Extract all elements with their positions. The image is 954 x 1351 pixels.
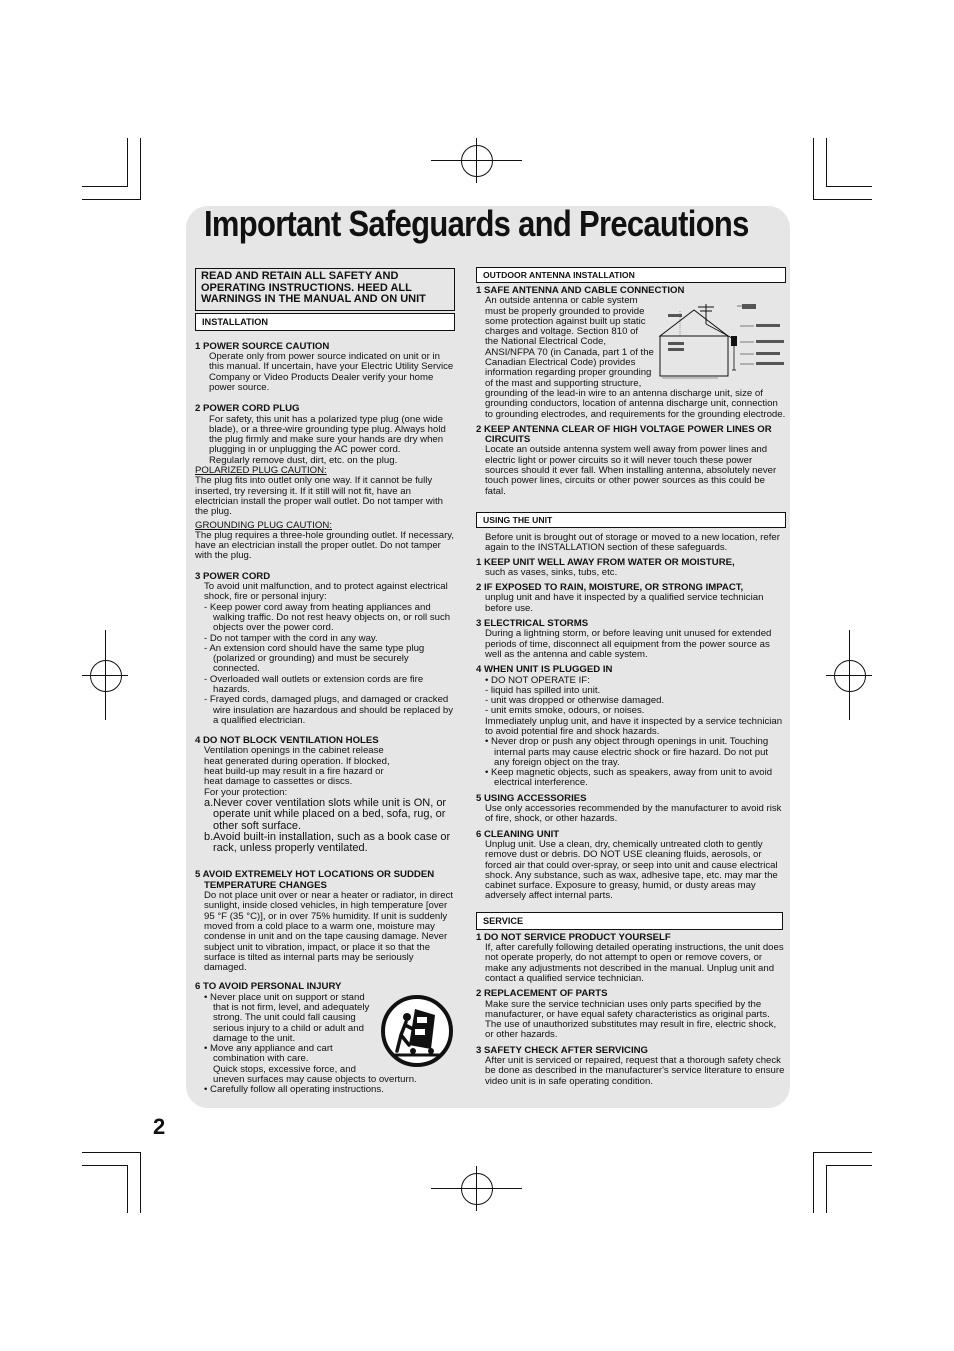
subsection-heading: POLARIZED PLUG CAUTION: xyxy=(195,465,327,477)
subsection-body: The plug requires a three-hole grounding outlet. If necessary, have an electrician install the proper outlet. Do not tamper with the plug. xyxy=(195,529,455,562)
installation-heading: INSTALLATION xyxy=(195,313,455,331)
crop-mark xyxy=(140,1152,141,1213)
antenna-grounding-diagram xyxy=(658,302,786,382)
section-body: To avoid unit malfunction, and to protect against electrical shock, fire or personal injury: xyxy=(204,581,448,603)
retain-instructions-notice: READ AND RETAIN ALL SAFETY AND OPERATING INSTRUCTIONS. HEED ALL WARNINGS IN THE MANUAL AND ON UNIT xyxy=(195,268,455,311)
crop-mark xyxy=(140,138,141,200)
cleaning-section xyxy=(476,830,786,902)
list-item: Quick stops, excessive force, and uneven surfaces may cause objects to overturn. xyxy=(213,1063,417,1086)
section-body: Make sure the service technician uses only parts specified by the manufacturer, or have equal safety characteristics as original parts. The use of unauthorized substitutes may result in fire, electric shock, or other hazards. xyxy=(485,998,777,1041)
list-item: - Do not tamper with the cord in any way. xyxy=(204,632,378,644)
crop-mark xyxy=(826,138,827,186)
section-body: Locate an outside antenna system well away from power lines and electric light or power circuits so it will never touch these power sources should it ever fall. When installing antenna, absolutely never touch power lines, circuits or other power sources as this could be fatal. xyxy=(485,444,777,497)
section-body: An outside antenna or cable system must be properly grounded to provide some protection against built up static charges and voltage. Section 810 of the National Electrical Code, ANSI/NFPA 70 (in Canada, part 1 of the Canadian Electrical Code) provides information regarding proper grounding of the mast and supporting structure, grounding of the lead-in wire to an antenna discharge unit, size of grounding conductors, location of antenna discharge unit, connection to grounding electrodes, and requirements for the grounding electrode. xyxy=(485,295,786,420)
section-body: During a lightning storm, or before leaving unit unused for extended periods of time, disconnect all equipment from the power source as well as the antenna and cable system. xyxy=(485,628,772,660)
subsection-heading: GROUNDING PLUG CAUTION: xyxy=(195,519,332,531)
crop-mark xyxy=(826,1165,872,1166)
section-heading: 5 AVOID EXTREMELY HOT LOCATIONS OR SUDDEN TEMPERATURE CHANGES xyxy=(195,869,435,891)
plugged-in-section xyxy=(476,665,786,789)
section-body: Operate only from power source indicated on unit or in this manual. If uncertain, have your Electric Utility Service Company or Video Products Dealer verify your home power source. xyxy=(209,351,454,393)
service-heading: SERVICE xyxy=(476,912,783,930)
list-item: • Never place unit on support or stand that is not firm, level, and adequately strong. The unit could fall causing serious injury to a child or adult and damage to the unit. xyxy=(204,991,370,1044)
personal-injury-section xyxy=(195,982,455,1095)
hot-locations-section xyxy=(195,870,455,973)
power-source-section xyxy=(195,342,455,393)
registration-circle xyxy=(90,660,122,692)
section-body: Immediately unplug unit, and have it inspected by a service technician to avoid potential fire and shock hazards. xyxy=(485,715,783,737)
section-heading: 2 POWER CORD PLUG xyxy=(195,403,300,415)
using-the-unit-heading: USING THE UNIT xyxy=(476,512,786,528)
crop-mark xyxy=(82,1152,141,1153)
section-heading: 1 SAFE ANTENNA AND CABLE CONNECTION xyxy=(476,285,685,296)
outdoor-antenna-heading: OUTDOOR ANTENNA INSTALLATION xyxy=(476,267,786,283)
section-heading: 3 SAFETY CHECK AFTER SERVICING xyxy=(476,1044,649,1056)
list-item: • Never drop or push any object through openings in unit. Touching internal parts may cause electric shock or fire hazard. Do not put any foreign object on the tray. xyxy=(485,736,769,768)
list-item: • Keep magnetic objects, such as speakers, away from unit to avoid electrical interference. xyxy=(485,767,773,789)
water-moisture-section xyxy=(476,558,786,579)
safety-check-section xyxy=(476,1046,786,1087)
list-item: a.Never cover ventilation slots while unit is ON, or operate unit while placed on a bed, sofa, rug, or other soft surface. xyxy=(204,796,447,832)
section-heading: 6 TO AVOID PERSONAL INJURY xyxy=(195,981,342,993)
list-item: - An extension cord should have the same type plug (polarized or grounding) and must be securely connected. xyxy=(204,642,425,675)
section-heading: 1 DO NOT SERVICE PRODUCT YOURSELF xyxy=(476,931,671,943)
list-item: • Move any appliance and cart combination with care. xyxy=(204,1043,333,1065)
section-heading: 4 WHEN UNIT IS PLUGGED IN xyxy=(476,664,613,676)
section-body: Use only accessories recommended by the manufacturer to avoid risk of fire, shock, or other hazards. xyxy=(485,803,782,825)
list-item: b.Avoid built-in installation, such as a book case or rack, unless properly ventilated. xyxy=(204,830,451,855)
registration-circle xyxy=(461,145,493,177)
section-body: For your protection: xyxy=(204,786,288,798)
section-body: Ventilation openings in the cabinet release heat generated during operation. If blocked, heat build-up may result in a fire hazard or heat damage to cassettes or discs. xyxy=(204,745,390,788)
power-cord-section xyxy=(195,572,455,726)
crop-mark xyxy=(82,1165,128,1166)
page-title: Important Safeguards and Precautions xyxy=(204,203,749,244)
section-body: such as vases, sinks, tubs, etc. xyxy=(485,566,618,578)
section-heading: 1 POWER SOURCE CAUTION xyxy=(195,340,330,352)
crop-mark xyxy=(826,186,872,187)
section-heading: 2 KEEP ANTENNA CLEAR OF HIGH VOLTAGE POWER LINES OR CIRCUITS xyxy=(476,423,772,446)
section-body: Do not place unit over or near a heater or radiator, in direct sunlight, inside closed vehicles, in high temperature [over 95 °F (35 °C)], or in over 75% humidity. If unit is suddenly moved from a cold place to a warm one, moisture may condense in unit and on the tape causing damage. Never subject unit to vibration, impact, or place it so that the surface is tilted as internal parts may be seriously damaged. xyxy=(204,890,454,974)
section-heading: 3 ELECTRICAL STORMS xyxy=(476,618,589,630)
section-heading: 3 POWER CORD xyxy=(195,570,271,582)
power-lines-section xyxy=(476,425,786,497)
list-item: - Overloaded wall outlets or extension cords are fire hazards. xyxy=(204,673,424,695)
list-item: - Keep power cord away from heating appliances and walking traffic. Do not rest heavy objects on, or roll such objects over the power cord. xyxy=(204,601,451,634)
section-heading: 5 USING ACCESSORIES xyxy=(476,792,587,804)
accessories-section xyxy=(476,794,786,825)
crop-mark xyxy=(826,1165,827,1213)
list-item: - liquid has spilled into unit. xyxy=(485,684,601,696)
antenna-connection-section xyxy=(476,286,786,420)
section-body: For safety, this unit has a polarized type plug (one wide blade), or a three-wire grounding type plug. Always hold the plug firmly and make sure your hands are dry when plugging in or unplugging the AC power cord. xyxy=(209,413,446,456)
section-body: After unit is serviced or repaired, request that a thorough safety check be done as described in the manufacturer's service literature to ensure video unit is in safe operating condition. xyxy=(485,1055,785,1087)
crop-mark xyxy=(82,199,141,200)
ventilation-section xyxy=(195,736,455,854)
section-heading: 2 REPLACEMENT OF PARTS xyxy=(476,988,608,1000)
registration-circle xyxy=(461,1173,493,1205)
crop-mark xyxy=(813,199,872,200)
rain-impact-section xyxy=(476,583,786,614)
list-item: - unit was dropped or otherwise damaged. xyxy=(485,695,665,707)
crop-mark xyxy=(82,186,128,187)
subsection-body: The plug fits into outlet only one way. If it cannot be fully inserted, try reversing it. If it still will not fit, have an electrician install the proper wall outlet. Do not tamper with the plug. xyxy=(195,475,443,518)
section-body: Regularly remove dust, dirt, etc. on the plug. xyxy=(209,454,398,466)
list-item: - Frayed cords, damaged plugs, and damaged or cracked wire insulation are hazardous and should be replaced by a qualified electrician. xyxy=(204,694,453,726)
electrical-storms-section xyxy=(476,619,786,660)
section-body: Unplug unit. Use a clean, dry, chemically untreated cloth to gently remove dust or debris. DO NOT USE cleaning fluids, aerosols, or forced air that could over-spray, or seep into unit and cause electrical shock. Any substance, such as wax, adhesive tape, etc. may mar the cabinet surface. Exposure to greasy, humid, or dusty areas may adversely affect internal parts. xyxy=(485,838,778,902)
section-body: If, after carefully following detailed operating instructions, the unit does not operate properly, do not attempt to open or remove covers, or make any adjustments not described in the manual. Unplug unit and contact a qualified service technician. xyxy=(485,942,784,984)
section-heading: 2 IF EXPOSED TO RAIN, MOISTURE, OR STRONG IMPACT, xyxy=(476,582,744,594)
list-item: • DO NOT OPERATE IF: xyxy=(485,674,590,686)
list-item: - unit emits smoke, odours, or noises. xyxy=(485,705,645,717)
section-body: unplug unit and have it inspected by a qualified service technician before use. xyxy=(485,592,764,614)
crop-mark xyxy=(813,1152,814,1213)
section-heading: 6 CLEANING UNIT xyxy=(476,828,560,840)
cart-tip-warning-icon xyxy=(379,995,455,1067)
section-heading: 4 DO NOT BLOCK VENTILATION HOLES xyxy=(195,735,379,747)
crop-mark xyxy=(813,1152,872,1153)
using-intro: Before unit is brought out of storage or moved to a new location, refer again to the INSTALLATION section of these safeguards. xyxy=(485,531,780,554)
crop-mark xyxy=(127,138,128,186)
right-column xyxy=(476,267,786,1087)
left-column xyxy=(195,268,455,1096)
replacement-parts-section xyxy=(476,989,786,1040)
registration-circle xyxy=(834,660,866,692)
page-number: 2 xyxy=(153,1114,166,1139)
crop-mark xyxy=(127,1165,128,1213)
crop-mark xyxy=(813,138,814,200)
section-heading: 1 KEEP UNIT WELL AWAY FROM WATER OR MOISTURE, xyxy=(476,556,735,568)
do-not-service-section xyxy=(476,933,786,984)
list-item: • Carefully follow all operating instructions. xyxy=(204,1084,384,1096)
power-cord-plug-section xyxy=(195,404,455,561)
